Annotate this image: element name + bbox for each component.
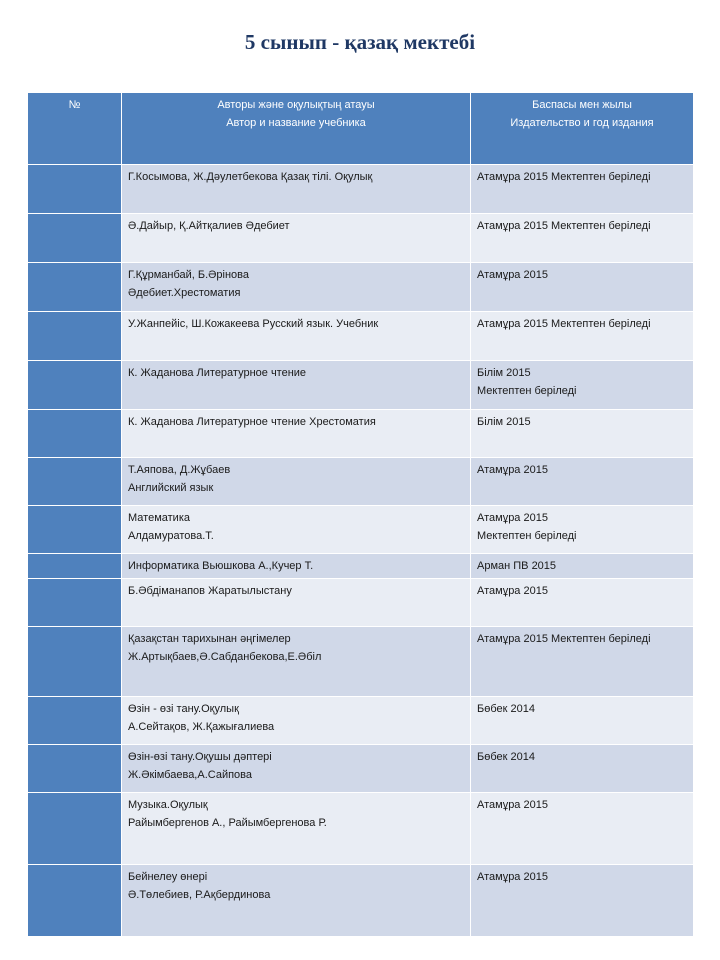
table-row xyxy=(28,697,694,745)
author-title-text: Ж.Әкімбаева,А.Сайпова xyxy=(128,769,252,781)
author-title-cell xyxy=(122,865,471,937)
author-title-text: Ә.Дайыр, Қ.Айтқалиев Әдебиет xyxy=(128,220,290,232)
author-title-cell xyxy=(122,506,471,554)
table-row xyxy=(28,793,694,865)
author-title-cell xyxy=(122,214,471,263)
publisher-year-text: Атамұра 2015 xyxy=(477,269,548,281)
publisher-year-text: Бөбек 2014 xyxy=(477,751,535,763)
row-number-cell xyxy=(28,793,122,865)
header-author-title-kz: Авторы және оқулықтың атауы xyxy=(217,99,375,111)
publisher-year-cell xyxy=(471,579,694,627)
author-title-cell xyxy=(122,410,471,458)
publisher-year-text: Білім 2015 xyxy=(477,367,531,379)
row-number-cell xyxy=(28,165,122,214)
publisher-year-cell xyxy=(471,263,694,312)
table-row xyxy=(28,165,694,214)
author-title-text: Райымбергенов А., Райымбергенова Р. xyxy=(128,817,327,829)
publisher-year-cell xyxy=(471,697,694,745)
publisher-year-cell xyxy=(471,793,694,865)
author-title-text: У.Жанпейіс, Ш.Кожакеева Русский язык. Учебник xyxy=(128,318,379,330)
table-row xyxy=(28,745,694,793)
author-title-cell xyxy=(122,458,471,506)
header-number-label: № xyxy=(68,99,81,111)
publisher-year-text: Атамұра 2015 Мектептен беріледі xyxy=(477,318,651,330)
table-row xyxy=(28,312,694,361)
author-title-text: Ә.Төлебиев, Р.Ақбердинова xyxy=(128,889,271,901)
author-title-text: К. Жаданова Литературное чтение Хрестоматия xyxy=(128,416,376,428)
publisher-year-cell xyxy=(471,214,694,263)
row-number-cell xyxy=(28,312,122,361)
publisher-year-cell xyxy=(471,865,694,937)
author-title-cell xyxy=(122,697,471,745)
page-title: 5 сынып - қазақ мектебі xyxy=(244,30,476,54)
author-title-text: Информатика Вьюшкова А.,Кучер Т. xyxy=(128,560,314,572)
author-title-text: Математика xyxy=(128,512,190,524)
publisher-year-cell xyxy=(471,458,694,506)
author-title-cell xyxy=(122,554,471,579)
row-number-cell xyxy=(28,745,122,793)
table-row xyxy=(28,865,694,937)
publisher-year-text: Атамұра 2015 xyxy=(477,464,548,476)
publisher-year-text: Мектептен беріледі xyxy=(477,530,577,542)
row-number-cell xyxy=(28,579,122,627)
table-row xyxy=(28,214,694,263)
row-number-cell xyxy=(28,627,122,697)
header-publisher-year xyxy=(471,93,694,165)
publisher-year-cell xyxy=(471,410,694,458)
author-title-text: Г.Құрманбай, Б.Әрінова xyxy=(128,269,250,281)
publisher-year-cell xyxy=(471,165,694,214)
header-publisher-kz: Баспасы мен жылы xyxy=(532,99,632,111)
table-header-row xyxy=(28,93,694,165)
table-body xyxy=(28,165,694,937)
publisher-year-text: Білім 2015 xyxy=(477,416,531,428)
publisher-year-text: Атамұра 2015 xyxy=(477,799,548,811)
publisher-year-text: Атамұра 2015 Мектептен беріледі xyxy=(477,171,651,183)
table-row xyxy=(28,410,694,458)
publisher-year-cell xyxy=(471,627,694,697)
publisher-year-cell xyxy=(471,506,694,554)
author-title-cell xyxy=(122,165,471,214)
author-title-cell xyxy=(122,793,471,865)
author-title-text: Әдебиет.Хрестоматия xyxy=(128,287,241,299)
textbook-table xyxy=(27,92,694,937)
author-title-text: Өзін-өзі тану.Оқушы дәптері xyxy=(128,751,272,763)
publisher-year-text: Атамұра 2015 Мектептен беріледі xyxy=(477,220,651,232)
row-number-cell xyxy=(28,458,122,506)
header-author-title-ru: Автор и название учебника xyxy=(226,117,366,129)
author-title-text: Г.Косымова, Ж.Дәулетбекова Қазақ тілі. Оқулық xyxy=(128,171,373,183)
row-number-cell xyxy=(28,263,122,312)
row-number-cell xyxy=(28,361,122,410)
author-title-cell xyxy=(122,579,471,627)
header-publisher-ru: Издательство и год издания xyxy=(510,117,654,129)
author-title-text: Өзін - өзі тану.Оқулық xyxy=(128,703,239,715)
author-title-cell xyxy=(122,263,471,312)
table-row xyxy=(28,579,694,627)
author-title-text: А.Сейтақов, Ж.Қажығалиева xyxy=(128,721,275,733)
publisher-year-cell xyxy=(471,312,694,361)
row-number-cell xyxy=(28,554,122,579)
table-row xyxy=(28,554,694,579)
author-title-text: Музыка.Оқулық xyxy=(128,799,208,811)
publisher-year-text: Арман ПВ 2015 xyxy=(477,560,557,572)
author-title-cell xyxy=(122,627,471,697)
row-number-cell xyxy=(28,410,122,458)
publisher-year-text: Атамұра 2015 xyxy=(477,871,548,883)
header-author-title xyxy=(122,93,471,165)
table-row xyxy=(28,627,694,697)
table-row xyxy=(28,458,694,506)
author-title-text: Ж.Артықбаев,Ә.Сабданбекова,Е.Әбіл xyxy=(128,651,322,663)
table-row xyxy=(28,361,694,410)
publisher-year-text: Бөбек 2014 xyxy=(477,703,535,715)
author-title-cell xyxy=(122,361,471,410)
publisher-year-cell xyxy=(471,745,694,793)
publisher-year-text: Атамұра 2015 Мектептен беріледі xyxy=(477,633,651,645)
author-title-text: К. Жаданова Литературное чтение xyxy=(128,367,307,379)
author-title-cell xyxy=(122,745,471,793)
table-row xyxy=(28,506,694,554)
author-title-text: Б.Әбдіманапов Жаратылыстану xyxy=(128,585,292,597)
row-number-cell xyxy=(28,697,122,745)
publisher-year-text: Мектептен беріледі xyxy=(477,385,577,397)
header-number xyxy=(28,93,122,165)
row-number-cell xyxy=(28,214,122,263)
table-row xyxy=(28,263,694,312)
author-title-text: Бейнелеу өнері xyxy=(128,871,208,883)
author-title-cell xyxy=(122,312,471,361)
row-number-cell xyxy=(28,506,122,554)
publisher-year-text: Атамұра 2015 xyxy=(477,512,548,524)
author-title-text: Английский язык xyxy=(128,482,214,494)
publisher-year-cell xyxy=(471,554,694,579)
row-number-cell xyxy=(28,865,122,937)
author-title-text: Алдамуратова.Т. xyxy=(128,530,214,542)
author-title-text: Қазақстан тарихынан әңгімелер xyxy=(128,633,291,645)
publisher-year-text: Атамұра 2015 xyxy=(477,585,548,597)
author-title-text: Т.Аяпова, Д.Жұбаев xyxy=(128,464,231,476)
publisher-year-cell xyxy=(471,361,694,410)
